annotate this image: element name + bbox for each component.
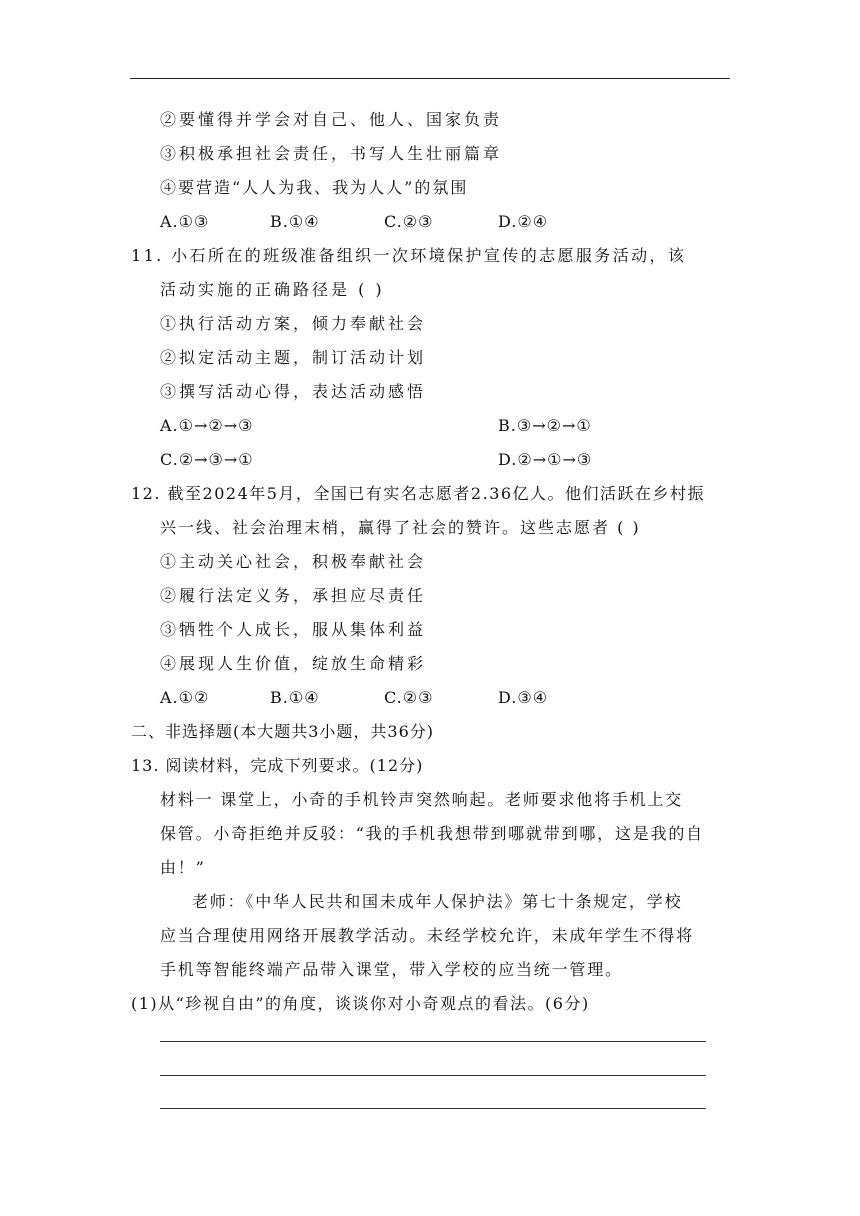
- q11-option-c[interactable]: C.②→③→①: [160, 450, 254, 469]
- q10-option-b[interactable]: B.①④: [270, 212, 320, 231]
- q10-statement-2: ②要懂得并学会对自己、他人、国家负责: [160, 110, 503, 129]
- q12-item-1: ①主动关心社会，积极奉献社会: [160, 552, 427, 571]
- q12-option-d[interactable]: D.③④: [498, 688, 549, 707]
- q12-stem-line2: 兴一线、社会治理末梢，赢得了社会的赞许。这些志愿者 ( ): [160, 518, 641, 537]
- header-rule: [130, 78, 730, 79]
- q10-option-c[interactable]: C.②③: [384, 212, 434, 231]
- q11-option-b[interactable]: B.③→②→①: [498, 416, 592, 435]
- q13-teacher-line2: 应当合理使用网络开展教学活动。未经学校允许，未成年学生不得将: [160, 926, 695, 945]
- q11-item-2: ②拟定活动主题，制订活动计划: [160, 348, 427, 367]
- q12-item-2: ②履行法定义务，承担应尽责任: [160, 586, 427, 605]
- q12-option-c[interactable]: C.②③: [384, 688, 434, 707]
- q13-material-line1: 材料一 课堂上，小奇的手机铃声突然响起。老师要求他将手机上交: [160, 790, 684, 809]
- q11-option-a[interactable]: A.①→②→③: [160, 416, 254, 435]
- q11-option-d[interactable]: D.②→①→③: [498, 450, 593, 469]
- q13-stem: 13. 阅读材料，完成下列要求。(12分): [131, 756, 424, 775]
- q10-statement-3: ③积极承担社会责任，书写人生壮丽篇章: [160, 144, 503, 163]
- q12-item-4: ④展现人生价值，绽放生命精彩: [160, 654, 427, 673]
- q12-option-a[interactable]: A.①②: [160, 688, 210, 707]
- q10-statement-4: ④要营造“人人为我、我为人人”的氛围: [160, 178, 469, 197]
- q10-option-a[interactable]: A.①③: [160, 212, 210, 231]
- answer-line[interactable]: [160, 1075, 706, 1076]
- q13-sub-question-1: (1)从“珍视自由”的角度，谈谈你对小奇观点的看法。(6分): [131, 994, 590, 1013]
- q10-option-d[interactable]: D.②④: [498, 212, 549, 231]
- q11-item-3: ③撰写活动心得，表达活动感悟: [160, 382, 427, 401]
- answer-line[interactable]: [160, 1041, 706, 1042]
- q13-teacher-line1: 老师：《中华人民共和国未成年人保护法》第七十条规定，学校: [192, 892, 683, 911]
- q12-option-b[interactable]: B.①④: [270, 688, 320, 707]
- q13-material-line3: 由！”: [160, 858, 206, 877]
- q11-stem-line2: 活动实施的正确路径是 ( ): [160, 280, 385, 299]
- q12-item-3: ③牺牲个人成长，服从集体利益: [160, 620, 427, 639]
- q12-stem-line1: 12. 截至2024年5月，全国已有实名志愿者2.36亿人。他们活跃在乡村振: [131, 484, 706, 503]
- q13-teacher-line3: 手机等智能终端产品带入课堂，带入学校的应当统一管理。: [160, 960, 623, 979]
- section-2-title: 二、非选择题(本大题共3小题，共36分): [131, 722, 435, 741]
- q11-stem-line1: 11. 小石所在的班级准备组织一次环境保护宣传的志愿服务活动，该: [131, 246, 687, 265]
- q13-material-line2: 保管。小奇拒绝并反驳：“我的手机我想带到哪就带到哪，这是我的自: [160, 824, 704, 843]
- q11-item-1: ①执行活动方案，倾力奉献社会: [160, 314, 427, 333]
- answer-line[interactable]: [160, 1108, 706, 1109]
